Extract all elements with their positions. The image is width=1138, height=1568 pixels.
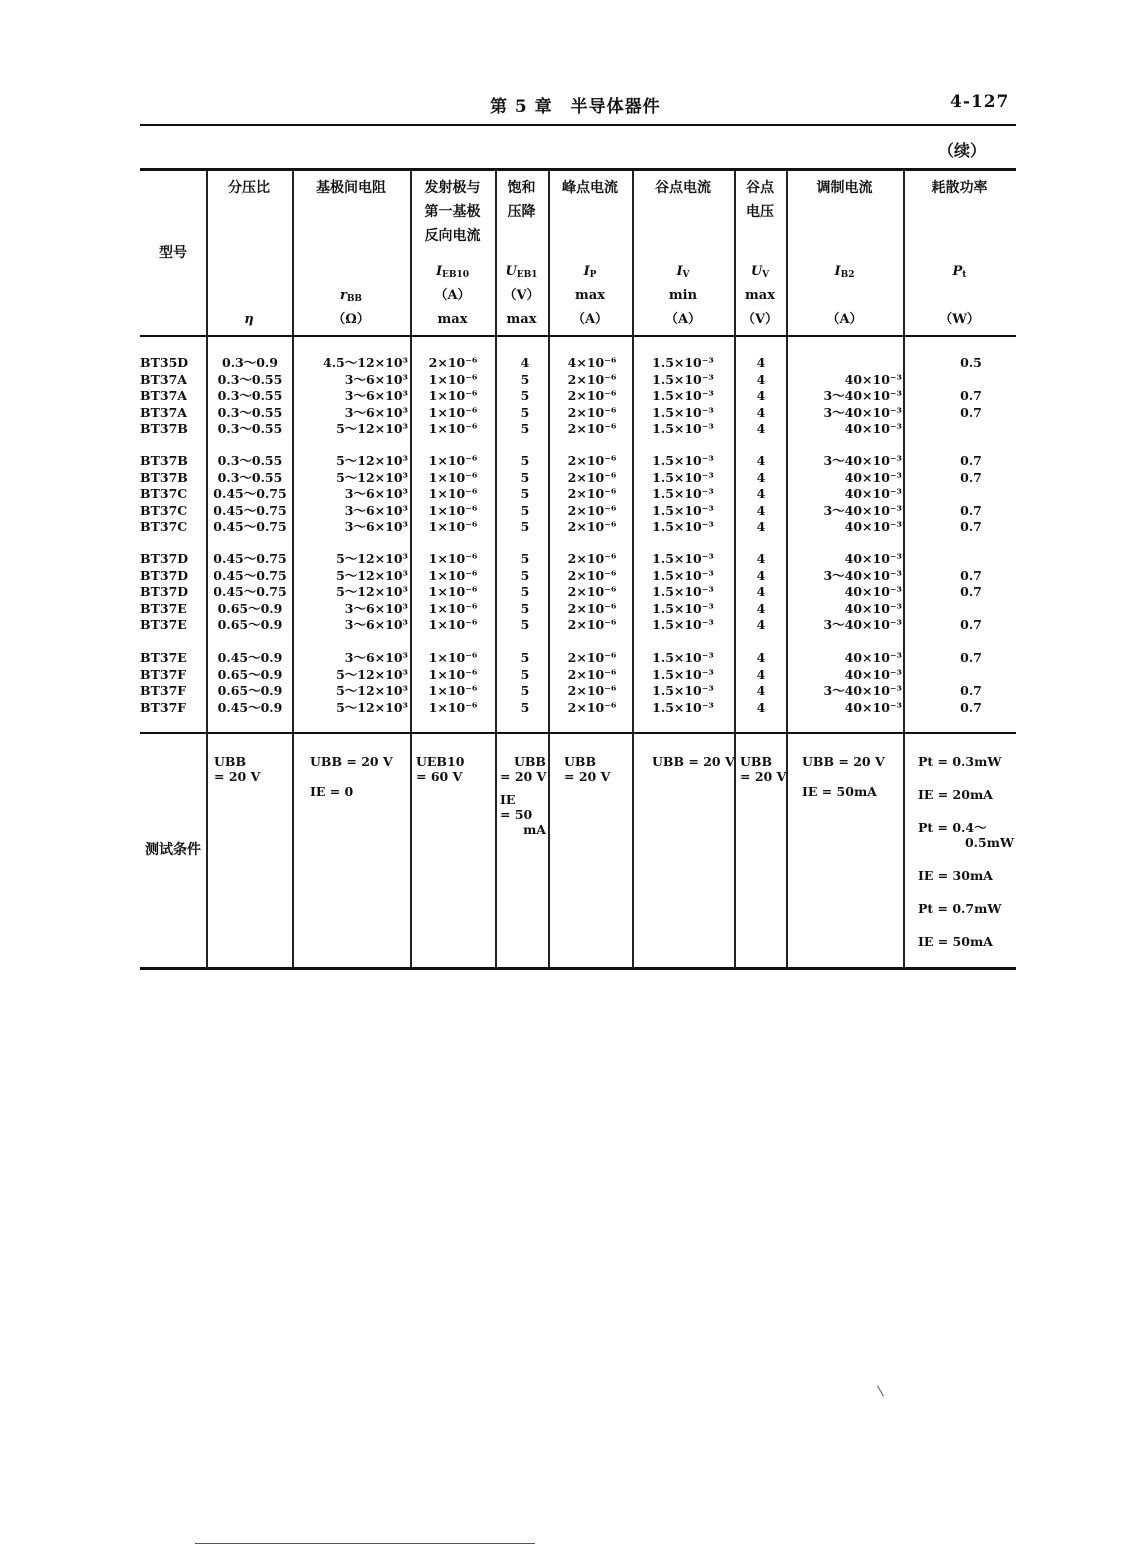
cell-ip: 2×10⁻⁶	[567, 421, 617, 436]
cell-ib2: 3～40×10⁻³	[823, 617, 902, 632]
cell-ip: 2×10⁻⁶	[567, 519, 617, 534]
cell-ueb1: 5	[520, 551, 530, 566]
cell-ueb1: 5	[520, 666, 530, 682]
qual-ip: max	[575, 288, 605, 303]
cell-ueb1: 5	[520, 388, 530, 403]
cell-rbb: 5～12×10³	[336, 567, 408, 583]
cell-iv: 1.5×10⁻³	[652, 617, 714, 632]
cell-ieb10: 1×10⁻⁶	[428, 650, 478, 665]
header-ib2: 调制电流	[816, 180, 873, 196]
cell-ieb10: 1×10⁻⁶	[428, 371, 478, 387]
cell-rbb: 3～6×10³	[344, 388, 408, 403]
cell-uv: 4	[756, 421, 766, 436]
symbol-eta-text: η	[244, 312, 254, 327]
symbol-eta	[206, 308, 292, 332]
cell-uv: 4	[756, 371, 766, 387]
cond-eta	[214, 754, 260, 784]
cell-rbb: 5～12×10³	[336, 683, 408, 698]
cell-eta: 0.3～0.55	[217, 453, 283, 468]
cond-eta-line2: = 20 V	[214, 769, 261, 784]
cell-ip: 2×10⁻⁶	[567, 371, 617, 387]
cell-uv: 4	[756, 469, 766, 485]
cell-iv: 1.5×10⁻³	[652, 502, 714, 518]
cell-ib2: 40×10⁻³	[844, 666, 902, 682]
header-uv	[734, 176, 786, 224]
cell-ip: 2×10⁻⁶	[567, 551, 617, 566]
cell-rbb: 3～6×10³	[344, 650, 408, 665]
chapter-title: 第 5 章 半导体器件	[490, 97, 661, 117]
cell-iv: 1.5×10⁻³	[652, 567, 714, 583]
cell-eta: 0.45～0.9	[217, 650, 283, 665]
cell-uv: 4	[756, 584, 766, 599]
cell-ip: 2×10⁻⁶	[567, 453, 617, 468]
cond-pt-line3: Pt = 0.4～	[918, 820, 987, 835]
header-ieb10-line2: 第一基极	[424, 204, 481, 220]
table-row	[140, 388, 1016, 404]
header-uv-line1: 谷点	[746, 180, 774, 196]
cell-pt: 0.7	[960, 453, 982, 468]
cell-model: BT37B	[140, 453, 188, 468]
cell-iv: 1.5×10⁻³	[652, 404, 714, 420]
cell-eta: 0.65～0.9	[217, 600, 283, 616]
cond-ieb10-line2: = 60 V	[416, 769, 463, 784]
cell-pt: 0.7	[960, 584, 982, 599]
cond-ueb1-line3: IE	[500, 792, 516, 807]
cell-ueb1: 5	[520, 567, 530, 583]
symbol-rbb: $r_{BB}$	[339, 288, 363, 304]
cell-ip: 2×10⁻⁶	[567, 650, 617, 665]
cell-ueb1: 5	[520, 683, 530, 698]
cond-ib2-line1: UBB = 20 V	[802, 754, 885, 769]
cell-eta: 0.3～0.55	[217, 371, 283, 387]
header-ieb10-line3: 反向电流	[424, 228, 481, 244]
cell-rbb: 3～6×10³	[344, 600, 408, 616]
cell-uv: 4	[756, 567, 766, 583]
cell-ueb1: 5	[520, 650, 530, 665]
cell-ip: 2×10⁻⁶	[567, 683, 617, 698]
cell-rbb: 3～6×10³	[344, 404, 408, 420]
cell-iv: 1.5×10⁻³	[652, 650, 714, 665]
unit-ip: （A）	[571, 312, 609, 327]
cell-ib2: 40×10⁻³	[844, 551, 902, 566]
cell-ueb1: 5	[520, 699, 530, 715]
cond-pt-line6: Pt = 0.7mW	[918, 901, 1002, 916]
cell-eta: 0.3～0.9	[222, 355, 278, 370]
cell-ieb10: 1×10⁻⁶	[428, 666, 478, 682]
cell-ueb1: 5	[520, 421, 530, 436]
cond-pt-line5: IE = 30mA	[918, 868, 993, 883]
table-row	[140, 683, 1016, 699]
test-conditions-label: 测试条件	[145, 842, 201, 858]
unit-ueb1: （V）	[503, 288, 540, 303]
table-row	[140, 453, 1016, 469]
cond-pt-line4: 0.5mW	[964, 835, 1014, 850]
continued-label: （续）	[938, 141, 987, 160]
cell-ip: 2×10⁻⁶	[567, 567, 617, 583]
header-ueb1-line2: 压降	[507, 204, 536, 220]
cond-ib2	[802, 754, 885, 799]
cell-model: BT37E	[140, 600, 187, 616]
cell-ueb1: 5	[520, 453, 530, 468]
table-row	[140, 519, 1016, 535]
cell-ieb10: 1×10⁻⁶	[428, 421, 478, 436]
cell-ueb1: 4	[520, 355, 530, 370]
cell-iv: 1.5×10⁻³	[652, 453, 714, 468]
table-row	[140, 470, 1016, 486]
cell-iv: 1.5×10⁻³	[652, 600, 714, 616]
cell-ip: 2×10⁻⁶	[567, 699, 617, 715]
cell-ieb10: 1×10⁻⁶	[428, 486, 478, 501]
cell-ueb1: 5	[520, 469, 530, 485]
cond-ieb10	[416, 754, 464, 784]
cell-iv: 1.5×10⁻³	[652, 371, 714, 387]
cell-rbb: 3～6×10³	[344, 486, 408, 501]
cond-iv-line1: UBB = 20 V	[652, 754, 735, 769]
table-row	[140, 355, 1016, 371]
cond-rbb-line2: IE = 0	[310, 784, 354, 799]
cell-model: BT37D	[140, 551, 189, 566]
cell-eta: 0.45～0.75	[213, 584, 287, 599]
header-eta: 分压比	[228, 180, 270, 196]
cell-ib2: 40×10⁻³	[844, 584, 902, 599]
cond-pt-line7: IE = 50mA	[918, 934, 993, 949]
cell-uv: 4	[756, 453, 766, 468]
cell-ieb10: 2×10⁻⁶	[428, 355, 478, 370]
unit-rbb: （Ω）	[332, 312, 370, 327]
cell-iv: 1.5×10⁻³	[652, 469, 714, 485]
cell-model: BT37C	[140, 502, 188, 518]
cell-rbb: 4.5～12×10³	[323, 355, 408, 370]
table-row	[140, 486, 1016, 502]
cell-ib2: 40×10⁻³	[844, 371, 902, 387]
cell-iv: 1.5×10⁻³	[652, 666, 714, 682]
cell-uv: 4	[756, 699, 766, 715]
cell-pt: 0.7	[960, 388, 982, 403]
cell-pt: 0.7	[960, 650, 982, 665]
header-uv-line2: 电压	[746, 204, 774, 220]
cell-rbb: 5～12×10³	[336, 551, 408, 566]
symbol-ib2: $I_{B2}$	[834, 264, 855, 280]
cell-ueb1: 5	[520, 600, 530, 616]
cell-pt: 0.7	[960, 519, 982, 534]
cell-iv: 1.5×10⁻³	[652, 355, 714, 370]
cell-eta: 0.3～0.55	[217, 421, 283, 436]
table-row	[140, 421, 1016, 437]
cell-pt: 0.7	[960, 699, 982, 715]
cond-ueb1	[500, 754, 546, 837]
cell-iv: 1.5×10⁻³	[652, 584, 714, 599]
table-row	[140, 503, 1016, 519]
cond-rbb-line1: UBB = 20 V	[310, 754, 393, 769]
table-row	[140, 700, 1016, 716]
cell-ib2: 3～40×10⁻³	[823, 388, 902, 403]
cell-iv: 1.5×10⁻³	[652, 388, 714, 403]
cell-iv: 1.5×10⁻³	[652, 683, 714, 698]
cell-ip: 2×10⁻⁶	[567, 404, 617, 420]
cell-eta: 0.65～0.9	[217, 666, 283, 682]
table-bottom-rule	[140, 967, 1016, 970]
symbol-pt: $P_t$	[952, 264, 967, 280]
cell-pt: 0.7	[960, 502, 982, 518]
cell-ip: 2×10⁻⁶	[567, 388, 617, 403]
cell-model: BT37E	[140, 617, 187, 632]
cond-ip	[564, 754, 610, 784]
cond-rbb	[310, 754, 393, 799]
cell-ib2: 40×10⁻³	[844, 469, 902, 485]
cond-iv	[652, 754, 735, 769]
header-model: 型号	[159, 245, 187, 261]
symbol-ieb10: $I_{EB10}$	[435, 264, 470, 280]
cell-eta: 0.45～0.75	[213, 519, 287, 534]
scan-mark	[195, 1543, 535, 1544]
header-rbb: 基极间电阻	[316, 180, 386, 196]
cond-eta-line1: UBB	[214, 754, 247, 769]
cell-pt: 0.7	[960, 404, 982, 420]
table-row	[140, 551, 1016, 567]
cell-uv: 4	[756, 404, 766, 420]
cell-model: BT35D	[140, 355, 189, 370]
cell-eta: 0.3～0.55	[217, 469, 283, 485]
cell-eta: 0.65～0.9	[217, 617, 283, 632]
cell-pt: 0.7	[960, 469, 982, 485]
table-row	[140, 372, 1016, 388]
cell-eta: 0.3～0.55	[217, 404, 283, 420]
cond-pt-line2: IE = 20mA	[918, 787, 993, 802]
cell-eta: 0.65～0.9	[217, 683, 283, 698]
cell-ib2: 40×10⁻³	[844, 421, 902, 436]
cell-rbb: 5～12×10³	[336, 421, 408, 436]
table-top-rule	[140, 168, 1016, 171]
cell-ip: 2×10⁻⁶	[567, 486, 617, 501]
qual-iv: min	[668, 288, 698, 303]
cell-ib2: 40×10⁻³	[844, 699, 902, 715]
cell-pt: 0.5	[960, 355, 982, 370]
cell-ieb10: 1×10⁻⁶	[428, 519, 478, 534]
symbol-ip: $I_P$	[583, 264, 597, 280]
table-row	[140, 617, 1016, 633]
cell-ieb10: 1×10⁻⁶	[428, 404, 478, 420]
cell-model: BT37A	[140, 404, 187, 420]
cell-ueb1: 5	[520, 502, 530, 518]
cell-pt: 0.7	[960, 617, 982, 632]
cell-eta: 0.45～0.75	[213, 567, 287, 583]
cell-ieb10: 1×10⁻⁶	[428, 502, 478, 518]
symbol-uv: $U_V$	[750, 264, 770, 280]
cell-ip: 2×10⁻⁶	[567, 502, 617, 518]
cell-iv: 1.5×10⁻³	[652, 519, 714, 534]
header-rule	[140, 124, 1016, 126]
cell-ib2: 3～40×10⁻³	[823, 683, 902, 698]
cell-eta: 0.45～0.75	[213, 502, 287, 518]
cell-ueb1: 5	[520, 617, 530, 632]
cell-uv: 4	[756, 519, 766, 534]
qual-ueb1: max	[506, 312, 537, 327]
cell-ip: 2×10⁻⁶	[567, 617, 617, 632]
cell-rbb: 3～6×10³	[344, 617, 408, 632]
table-row	[140, 601, 1016, 617]
cond-ip-line2: = 20 V	[564, 769, 611, 784]
cond-ieb10-line1: UEB10	[416, 754, 465, 769]
cell-iv: 1.5×10⁻³	[652, 486, 714, 501]
header-ieb10	[410, 176, 495, 248]
cond-ueb1-line1: UBB	[513, 754, 546, 769]
cell-iv: 1.5×10⁻³	[652, 421, 714, 436]
cond-ueb1-line4: = 50	[500, 807, 533, 822]
cell-model: BT37E	[140, 650, 187, 665]
cell-uv: 4	[756, 650, 766, 665]
cell-ieb10: 1×10⁻⁶	[428, 584, 478, 599]
cond-ueb1-line2: = 20 V	[500, 769, 547, 784]
cond-uv-line1: UBB	[740, 754, 773, 769]
cell-ieb10: 1×10⁻⁶	[428, 469, 478, 485]
table-row	[140, 584, 1016, 600]
cell-model: BT37F	[140, 666, 187, 682]
cell-model: BT37B	[140, 469, 188, 485]
cell-ueb1: 5	[520, 404, 530, 420]
cell-model: BT37C	[140, 486, 188, 501]
cell-eta: 0.3～0.55	[217, 388, 283, 403]
cell-rbb: 3～6×10³	[344, 371, 408, 387]
cell-ib2: 3～40×10⁻³	[823, 453, 902, 468]
cell-uv: 4	[756, 666, 766, 682]
cell-ib2: 3～40×10⁻³	[823, 502, 902, 518]
page-number: 4-127	[950, 92, 1010, 112]
cond-uv-line2: = 20 V	[740, 769, 787, 784]
cell-ip: 2×10⁻⁶	[567, 600, 617, 616]
qual-uv: max	[745, 288, 775, 303]
cell-rbb: 5～12×10³	[336, 469, 408, 485]
data-bottom-rule	[140, 732, 1016, 734]
cell-ieb10: 1×10⁻⁶	[428, 453, 478, 468]
cell-ib2: 40×10⁻³	[844, 486, 902, 501]
cell-model: BT37F	[140, 683, 187, 698]
cond-pt	[918, 754, 1014, 949]
cond-pt-line1: Pt = 0.3mW	[918, 754, 1002, 769]
cell-eta: 0.45～0.75	[213, 551, 287, 566]
cell-uv: 4	[756, 683, 766, 698]
table-row	[140, 568, 1016, 584]
cell-rbb: 3～6×10³	[344, 502, 408, 518]
table-row	[140, 667, 1016, 683]
cell-ib2: 3～40×10⁻³	[823, 404, 902, 420]
header-ip: 峰点电流	[562, 180, 618, 196]
cell-ip: 2×10⁻⁶	[567, 469, 617, 485]
scan-mark	[877, 1386, 884, 1397]
cell-ieb10: 1×10⁻⁶	[428, 551, 478, 566]
cell-uv: 4	[756, 486, 766, 501]
cell-ib2: 3～40×10⁻³	[823, 567, 902, 583]
cell-rbb: 5～12×10³	[336, 453, 408, 468]
cell-ib2: 40×10⁻³	[844, 519, 902, 534]
cell-model: BT37C	[140, 519, 188, 534]
cell-ip: 4×10⁻⁶	[567, 355, 617, 370]
cell-ueb1: 5	[520, 371, 530, 387]
cell-ueb1: 5	[520, 486, 530, 501]
cell-model: BT37F	[140, 699, 187, 715]
cell-ueb1: 5	[520, 584, 530, 599]
cell-uv: 4	[756, 551, 766, 566]
cell-iv: 1.5×10⁻³	[652, 551, 714, 566]
header-ieb10-line1: 发射极与	[424, 180, 481, 196]
cell-rbb: 5～12×10³	[336, 666, 408, 682]
unit-uv: （V）	[741, 312, 779, 327]
cell-uv: 4	[756, 600, 766, 616]
cell-uv: 4	[756, 502, 766, 518]
cell-ieb10: 1×10⁻⁶	[428, 699, 478, 715]
cell-rbb: 5～12×10³	[336, 584, 408, 599]
cond-uv	[740, 754, 786, 784]
cell-ieb10: 1×10⁻⁶	[428, 683, 478, 698]
cell-ueb1: 5	[520, 519, 530, 534]
header-iv: 谷点电流	[655, 180, 711, 196]
header-bottom-rule	[140, 335, 1016, 337]
symbol-iv: $I_V$	[676, 264, 690, 280]
cell-ip: 2×10⁻⁶	[567, 666, 617, 682]
unit-ib2: （A）	[826, 312, 863, 327]
cell-model: BT37D	[140, 567, 189, 583]
cell-ip: 2×10⁻⁶	[567, 584, 617, 599]
cell-ieb10: 1×10⁻⁶	[428, 388, 478, 403]
cell-ieb10: 1×10⁻⁶	[428, 567, 478, 583]
cell-eta: 0.45～0.9	[217, 699, 283, 715]
cell-ieb10: 1×10⁻⁶	[428, 617, 478, 632]
unit-ieb10: （A）	[434, 288, 471, 303]
qual-ieb10: max	[437, 312, 468, 327]
cell-rbb: 5～12×10³	[336, 699, 408, 715]
cell-uv: 4	[756, 355, 766, 370]
cell-rbb: 3～6×10³	[344, 519, 408, 534]
cell-uv: 4	[756, 388, 766, 403]
cell-iv: 1.5×10⁻³	[652, 699, 714, 715]
header-ueb1	[495, 176, 548, 224]
cell-model: BT37A	[140, 388, 187, 403]
cell-ib2: 40×10⁻³	[844, 650, 902, 665]
header-pt: 耗散功率	[931, 180, 988, 196]
cond-ueb1-line5: mA	[523, 822, 546, 837]
table-row	[140, 650, 1016, 666]
table-row	[140, 405, 1016, 421]
symbol-ueb1: $U_{EB1}$	[505, 264, 538, 280]
cell-model: BT37B	[140, 421, 188, 436]
cell-ieb10: 1×10⁻⁶	[428, 600, 478, 616]
cell-ib2: 40×10⁻³	[844, 600, 902, 616]
cell-uv: 4	[756, 617, 766, 632]
cell-eta: 0.45～0.75	[213, 486, 287, 501]
cell-pt: 0.7	[960, 683, 982, 698]
cond-ip-line1: UBB	[564, 754, 597, 769]
cond-ib2-line2: IE = 50mA	[802, 784, 877, 799]
unit-pt: （W）	[939, 312, 980, 327]
cell-model: BT37D	[140, 584, 189, 599]
header-ueb1-line1: 饱和	[507, 180, 536, 196]
cell-model: BT37A	[140, 371, 187, 387]
unit-iv: （A）	[664, 312, 702, 327]
cell-pt: 0.7	[960, 567, 982, 583]
